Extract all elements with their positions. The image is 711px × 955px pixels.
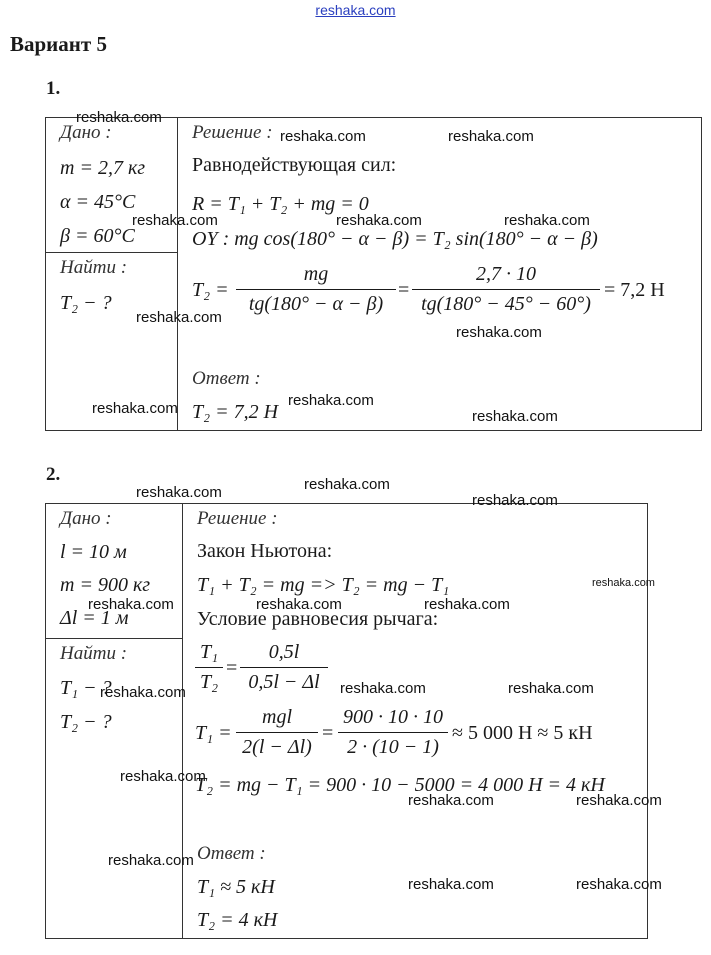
- p2-frac-t-ratio-bar: [195, 667, 223, 668]
- watermark: reshaka.com: [136, 484, 222, 501]
- p1-given-mass: m = 2,7 кг: [60, 157, 146, 179]
- p1-border-bottom: [45, 430, 702, 431]
- p2-eq-newton: T₁ + T₂ = mg => T₂ = mg − T₁: [197, 574, 450, 596]
- p2-frac-t1-symbolic-num: mgl: [262, 706, 292, 728]
- problem1-number: 1.: [46, 78, 61, 99]
- watermark: reshaka.com: [472, 408, 558, 425]
- watermark: reshaka.com: [288, 392, 374, 409]
- p2-frac-t-ratio-num: T₁: [199, 641, 219, 663]
- site-header-link[interactable]: reshaka.com: [315, 2, 396, 18]
- p2-border-bottom: [45, 938, 648, 939]
- problem2-number: 2.: [46, 464, 61, 485]
- p2-frac-t1-numeric: [338, 706, 448, 759]
- p2-given-mass: m = 900 кг: [60, 574, 151, 596]
- watermark: reshaka.com: [256, 596, 342, 613]
- p2-given-delta-l: Δl = 1 м: [60, 607, 129, 629]
- p1-border-left: [45, 117, 46, 431]
- watermark: reshaka.com: [76, 109, 162, 126]
- watermark: reshaka.com: [576, 876, 662, 893]
- p1-border-right: [701, 117, 702, 431]
- p1-frac-numeric: [412, 263, 600, 316]
- watermark: reshaka.com: [100, 684, 186, 701]
- watermark: reshaka.com: [408, 792, 494, 809]
- p2-text-newton: Закон Ньютона:: [197, 540, 333, 562]
- p1-given-label: Дано :: [60, 122, 112, 143]
- watermark: reshaka.com: [108, 852, 194, 869]
- p2-solution-label: Решение :: [197, 508, 278, 529]
- p2-frac-t-ratio: [195, 641, 223, 694]
- watermark: reshaka.com: [576, 792, 662, 809]
- watermark: reshaka.com: [132, 212, 218, 229]
- p1-eq-t2-result: = 7,2 Н: [604, 279, 665, 301]
- p1-answer-label: Ответ :: [192, 368, 261, 389]
- p1-frac-numeric-bar: [412, 289, 600, 290]
- p2-eq-t1-equals: =: [322, 722, 334, 744]
- watermark: reshaka.com: [448, 128, 534, 145]
- p2-frac-t1-symbolic-bar: [236, 732, 318, 733]
- p2-frac-t1-symbolic-den: 2(l − Δl): [242, 736, 312, 758]
- watermark: reshaka.com: [456, 324, 542, 341]
- p2-frac-l-ratio: [240, 641, 328, 694]
- watermark: reshaka.com: [472, 492, 558, 509]
- watermark: reshaka.com: [340, 680, 426, 697]
- p2-eq-t1-result: ≈ 5 000 Н ≈ 5 кН: [452, 722, 593, 744]
- watermark: reshaka.com: [136, 309, 222, 326]
- watermark: reshaka.com: [88, 596, 174, 613]
- p2-answer-t1: T₁ ≈ 5 кН: [197, 876, 275, 898]
- p2-frac-l-ratio-bar: [240, 667, 328, 668]
- p2-given-length: l = 10 м: [60, 541, 127, 563]
- p1-find-t2: T₂ − ?: [60, 292, 112, 314]
- p2-frac-l-ratio-num: 0,5l: [268, 641, 300, 663]
- watermark: reshaka.com: [508, 680, 594, 697]
- p1-answer: T₂ = 7,2 Н: [192, 401, 279, 423]
- watermark: reshaka.com: [408, 876, 494, 893]
- p1-solution-label: Решение :: [192, 122, 273, 143]
- p1-text-resultant: Равнодействующая сил:: [192, 154, 397, 176]
- p1-eq-oy: OY : mg cos(180° − α − β) = T₂ sin(180° − α − β): [192, 228, 598, 250]
- p2-frac-t1-numeric-num: 900 · 10 · 10: [343, 706, 443, 728]
- p1-frac-symbolic-num: mg: [303, 263, 329, 285]
- p2-given-divider: [45, 638, 182, 639]
- p2-find-t1: T₁ − ?: [60, 677, 112, 699]
- watermark: reshaka.com: [592, 577, 655, 589]
- p1-frac-symbolic-bar: [236, 289, 396, 290]
- variant-title: Вариант 5: [10, 32, 107, 56]
- p2-answer-label: Ответ :: [197, 843, 266, 864]
- p2-eq-t1-lhs: T₁ =: [195, 722, 232, 744]
- watermark: reshaka.com: [280, 128, 366, 145]
- p2-eq-t2: T₂ = mg − T₁ = 900 · 10 − 5000 = 4 000 Н = 4 кН: [195, 774, 605, 796]
- p2-eq-ratio-equals: =: [226, 657, 238, 679]
- p2-frac-t-ratio-den: T₂: [199, 671, 219, 693]
- p1-column-divider: [177, 117, 178, 431]
- p1-frac-numeric-num: 2,7 · 10: [476, 263, 536, 285]
- p2-answer-t2: T₂ = 4 кН: [197, 909, 278, 931]
- p2-frac-t1-symbolic: [236, 706, 318, 759]
- watermark: reshaka.com: [92, 400, 178, 417]
- p1-find-label: Найти :: [60, 257, 128, 278]
- p2-find-label: Найти :: [60, 643, 128, 664]
- p2-border-right: [647, 503, 648, 939]
- p2-given-label: Дано :: [60, 508, 112, 529]
- p2-frac-t1-numeric-den: 2 · (10 − 1): [347, 736, 439, 758]
- p1-frac-numeric-den: tg(180° − 45° − 60°): [421, 293, 591, 315]
- p1-frac-symbolic: [236, 263, 396, 316]
- watermark: reshaka.com: [336, 212, 422, 229]
- watermark: reshaka.com: [120, 768, 206, 785]
- watermark: reshaka.com: [504, 212, 590, 229]
- p1-eq-t2-lhs: T₂ =: [192, 279, 229, 301]
- p1-given-alpha: α = 45°C: [60, 191, 136, 213]
- p2-column-divider: [182, 503, 183, 939]
- p1-eq-t2-equals: =: [398, 279, 410, 301]
- p2-border-left: [45, 503, 46, 939]
- p1-given-divider: [45, 252, 177, 253]
- watermark: reshaka.com: [304, 476, 390, 493]
- p2-frac-l-ratio-den: 0,5l − Δl: [248, 671, 320, 693]
- p1-given-beta: β = 60°C: [60, 225, 135, 247]
- watermark: reshaka.com: [424, 596, 510, 613]
- p1-eq-vector: R = T₁ + T₂ + mg = 0: [192, 193, 369, 215]
- p1-frac-symbolic-den: tg(180° − α − β): [248, 293, 384, 315]
- p2-find-t2: T₂ − ?: [60, 711, 112, 733]
- p2-frac-t1-numeric-bar: [338, 732, 448, 733]
- p2-text-lever: Условие равновесия рычага:: [197, 608, 439, 630]
